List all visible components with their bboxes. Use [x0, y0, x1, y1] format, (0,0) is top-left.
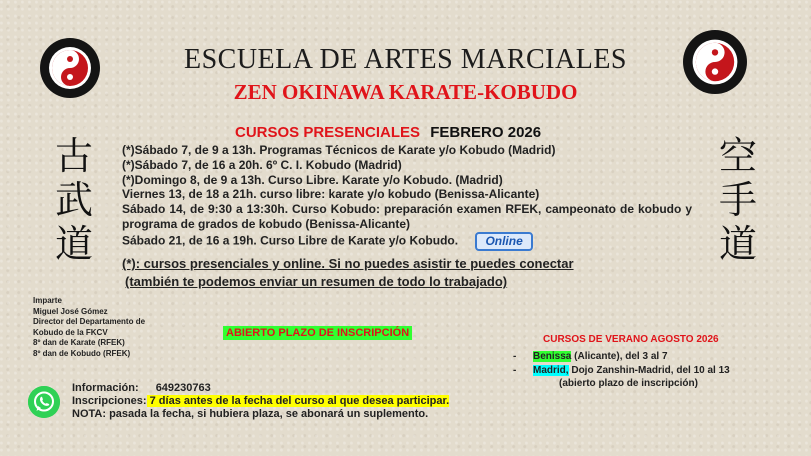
course-line: Sábado 21, de 16 a 19h. Curso Libre de Karate y/o Kobudo. — [122, 233, 459, 248]
instructor-line: Imparte — [33, 296, 62, 305]
note-line: (también te podemos enviar un resumen de todo lo trabajado) — [125, 274, 508, 289]
inscriptions-value: 7 días antes de la fecha del curso al que desea participar. — [146, 395, 450, 407]
summer-item — [513, 364, 730, 377]
bullet: - — [513, 351, 517, 362]
kanji-char: 古 — [54, 134, 93, 178]
course-line: Viernes 13, de 18 a 21h. curso libre: karate y/o kobudo (Benissa-Alicante) — [122, 187, 540, 202]
kanji-char: 道 — [54, 222, 93, 266]
online-badge: Online — [475, 232, 532, 251]
info-note: NOTA: pasada la fecha, si hubiera plaza, se abonará un suplemento. — [72, 408, 429, 420]
contact-info — [72, 382, 449, 421]
course-line: Sábado 14, de 9:30 a 13:30h. Curso Kobudo: preparación examen RFEK, campeonato de kobudo y programa de grados de kobudo (Benissa-Alicante) — [122, 202, 692, 231]
courses-heading-label: CURSOS PRESENCIALES — [235, 124, 421, 141]
bullet: - — [513, 365, 517, 376]
kanji-char: 手 — [718, 178, 757, 222]
courses-heading — [235, 124, 541, 141]
instructor-line: 8º dan de Karate (RFEK) — [33, 338, 125, 347]
course-line: (*)Sábado 7, de 9 a 13h. Programas Técnicos de Karate y/o Kobudo (Madrid) — [122, 143, 556, 157]
kanji-char: 武 — [54, 178, 93, 222]
online-note — [122, 255, 574, 291]
instructor-line: Miguel José Gómez — [33, 306, 108, 316]
info-label: Información: — [72, 382, 139, 394]
instructor-line: 8º dan de Kobudo (RFEK) — [33, 348, 131, 358]
kanji-char: 道 — [718, 222, 757, 266]
instructor-info — [33, 296, 145, 359]
kanji-left — [52, 134, 96, 266]
summer-item — [513, 350, 730, 363]
kanji-char: 空 — [718, 134, 757, 178]
inscriptions-label: Inscripciones: — [72, 395, 147, 407]
course-line: (*)Domingo 8, de 9 a 13h. Curso Libre. Karate y/o Kobudo. (Madrid) — [122, 172, 503, 187]
phone-number[interactable]: 649230763 — [155, 382, 211, 394]
kanji-right — [716, 134, 760, 266]
registration-open-banner: ABIERTO PLAZO DE INSCRIPCIÓN — [223, 326, 412, 340]
summer-detail: (Alicante), del 3 al 7 — [571, 351, 668, 362]
summer-place: Madrid, — [533, 365, 569, 376]
course-line-with-badge — [122, 232, 692, 251]
instructor-line: Kobudo de la FKCV — [33, 327, 108, 337]
summer-courses — [513, 333, 730, 390]
courses-month: FEBRERO 2026 — [430, 124, 542, 141]
page-title: ESCUELA DE ARTES MARCIALES — [183, 44, 628, 75]
course-line: (*)Sábado 7, de 16 a 20h. 6º C. I. Kobudo (Madrid) — [122, 157, 402, 172]
summer-heading: CURSOS DE VERANO AGOSTO 2026 — [543, 334, 719, 345]
summer-place: Benissa — [533, 351, 572, 362]
whatsapp-icon[interactable] — [28, 386, 60, 418]
instructor-line: Director del Departamento de — [33, 317, 146, 326]
courses-list — [122, 143, 692, 251]
summer-detail: Dojo Zanshin-Madrid, del 10 al 13 — [568, 365, 730, 376]
summer-note: (abierto plazo de inscripción) — [559, 378, 698, 389]
page-subtitle: ZEN OKINAWA KARATE-KOBUDO — [233, 80, 578, 104]
note-line: (*): cursos presenciales y online. Si no puedes asistir te puedes conectar — [122, 256, 574, 271]
